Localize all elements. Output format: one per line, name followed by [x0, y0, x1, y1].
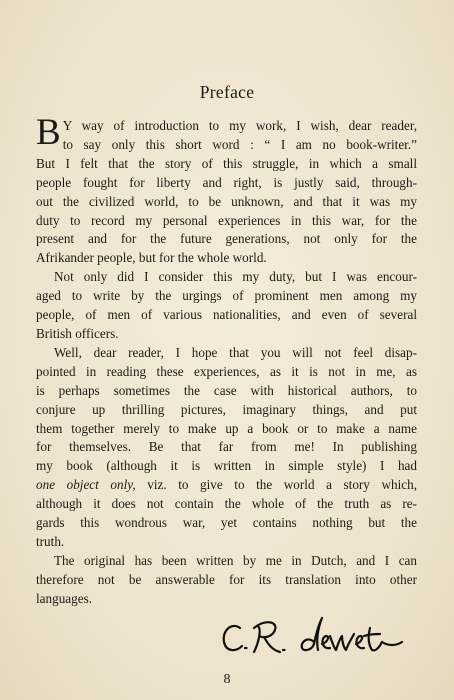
preface-body — [36, 112, 417, 609]
paragraph-1 — [36, 112, 417, 268]
text-line: languages. — [36, 590, 93, 606]
text-line: duty to record my personal experiences in this war, for the — [36, 212, 417, 228]
text-line: aged to write by the urgings of prominent men among my — [36, 288, 417, 304]
text-line: although it does not contain the whole of the truth as re- — [36, 496, 417, 512]
text-line: for themselves. Be that far from me! In publishing — [36, 439, 417, 455]
text-line: people, of men of various nationalities, and even of several — [36, 307, 417, 323]
text-line: conjure up thrilling pictures, imaginary things, and put — [36, 401, 417, 417]
text-line: But I felt that the story of this struggle, in which a small — [36, 155, 417, 171]
italic-phrase: one object only, — [36, 477, 136, 493]
page-title: Preface — [199, 82, 255, 102]
paragraph-3 — [36, 344, 417, 552]
paragraph-2 — [36, 268, 417, 344]
text-line: people fought for liberty and right, is justly said, through- — [36, 174, 417, 190]
text-line: gards this wondrous war, yet contains nothing but the — [36, 515, 417, 531]
text-line: therefore not be answerable for its translation into other — [36, 571, 417, 587]
text-line: pointed in reading these experiences, as it is not in me, as — [36, 363, 417, 379]
text-line: is perhaps sometimes the case with historical authors, to — [36, 382, 417, 398]
text-line: my book (although it is written in simple style) I had — [36, 458, 417, 474]
text-line: truth. — [36, 533, 65, 549]
text-line-rest: viz. to give to the world a story which, — [147, 477, 417, 493]
text-line: present and for the future generations, not only for the — [36, 231, 417, 247]
text-line: Y way of introduction to my work, I wish, dear reader, — [62, 118, 417, 133]
text-line: them together merely to make up a book or to make a name — [36, 420, 417, 436]
text-line: Afrikander people, but for the whole world. — [36, 250, 267, 266]
text-line-with-italic — [36, 476, 417, 495]
drop-cap: B — [36, 112, 61, 153]
handwritten-signature — [218, 612, 418, 664]
text-line: The original has been written by me in Dutch, and I can — [54, 552, 417, 568]
paragraph-4 — [36, 552, 417, 609]
text-line: Not only did I consider this my duty, but I was encour- — [54, 269, 417, 285]
text-line: Well, dear reader, I hope that you will not feel disap- — [54, 344, 417, 360]
page-number: 8 — [223, 672, 231, 687]
text-line: out the civilized world, to be unknown, and that it was my — [36, 193, 417, 209]
text-line: British officers. — [36, 325, 119, 341]
text-line: to say only this short word : “ I am no book-writer.” — [62, 136, 417, 152]
